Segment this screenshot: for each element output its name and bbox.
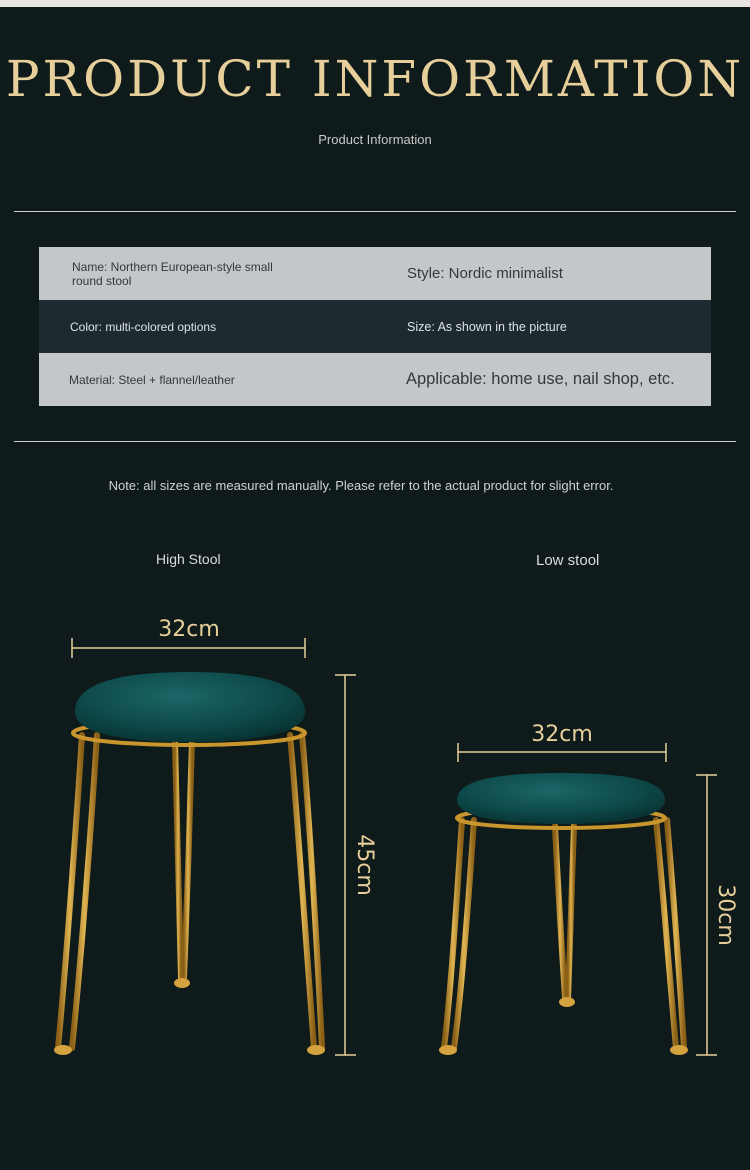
divider-bottom (14, 441, 736, 442)
high-stool (54, 617, 377, 1055)
spec-row-material (39, 353, 711, 406)
high-stool-seat (75, 672, 305, 742)
stool-illustration (0, 600, 750, 1070)
high-width-label: 32cm (158, 617, 220, 642)
top-border (0, 0, 750, 7)
high-stool-legs (58, 735, 322, 1048)
low-height-label: 30cm (713, 884, 738, 946)
low-stool-legs (444, 820, 684, 1048)
page-title: PRODUCT INFORMATION (5, 50, 745, 108)
low-stool-label: Low stool (536, 552, 600, 569)
spec-applicable: Applicable: home use, nail shop, etc. (406, 370, 675, 388)
page-subtitle: Product Information (318, 132, 432, 147)
measurement-note: Note: all sizes are measured manually. Please refer to the actual product for slight error. (108, 478, 614, 493)
low-width-label: 32cm (531, 722, 593, 747)
spec-style: Style: Nordic minimalist (407, 265, 563, 282)
high-height-label: 45cm (352, 834, 377, 896)
spec-table (39, 247, 711, 406)
spec-material: Material: Steel + flannel/leather (69, 372, 235, 387)
spec-row-name (39, 247, 711, 300)
low-stool (439, 722, 738, 1055)
spec-color: Color: multi-colored options (70, 319, 217, 334)
spec-name: Name: Northern European-style small round stool (72, 259, 273, 288)
spec-size: Size: As shown in the picture (407, 319, 567, 334)
spec-row-color (39, 300, 711, 353)
divider-top (14, 211, 736, 212)
low-stool-seat (457, 773, 665, 824)
high-stool-label: High Stool (156, 551, 221, 567)
